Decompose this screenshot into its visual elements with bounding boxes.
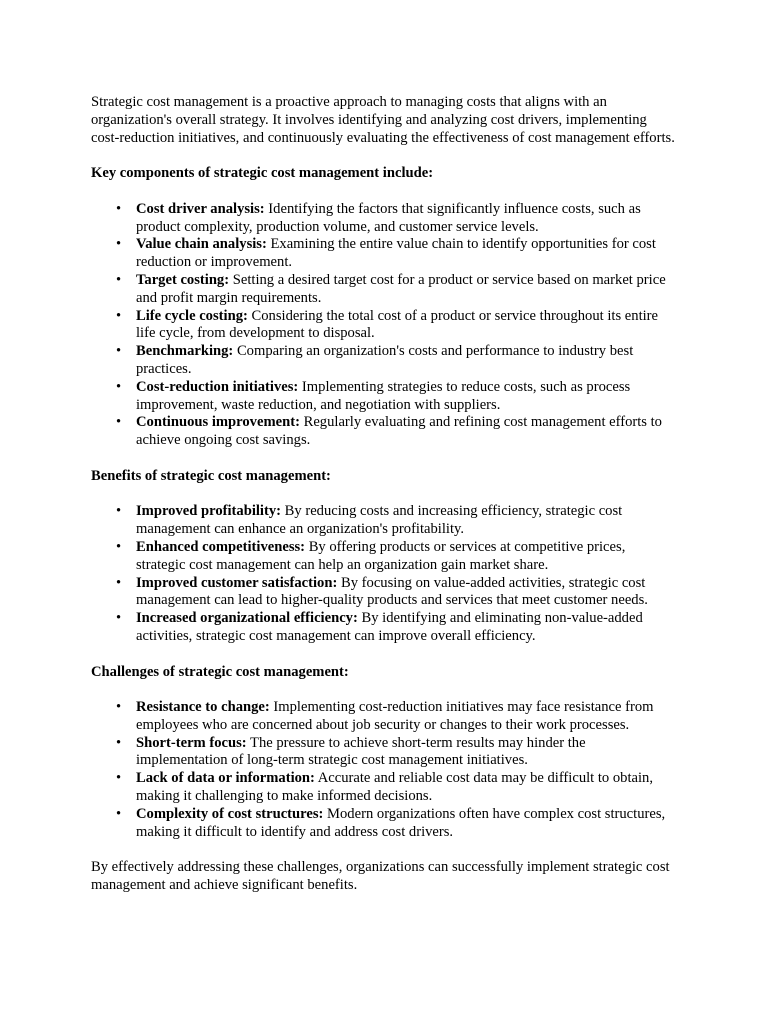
item-term: Improved customer satisfaction: bbox=[136, 574, 338, 591]
item-term: Resistance to change: bbox=[136, 699, 270, 716]
list-item bbox=[116, 307, 678, 344]
list-item bbox=[116, 414, 678, 450]
list-item bbox=[116, 538, 678, 575]
bullet-icon: • bbox=[116, 343, 122, 360]
item-text: Regularly evaluating and refining cost management efforts to achieve ongoing cost savings. bbox=[136, 414, 662, 449]
item-text: Examining the entire value chain to identify opportunities for cost reduction or improvement. bbox=[136, 236, 656, 271]
item-text: Identifying the factors that significantly influence costs, such as product complexity, production volume, and customer service levels. bbox=[136, 200, 641, 235]
item-term: Enhanced competitiveness: bbox=[136, 538, 306, 555]
bullet-icon: • bbox=[116, 699, 122, 716]
list-item bbox=[116, 271, 678, 308]
bullet-icon: • bbox=[116, 200, 122, 217]
item-term: Improved profitability: bbox=[136, 503, 281, 520]
item-term: Continuous improvement: bbox=[136, 414, 300, 431]
item-term: Short-term focus: bbox=[136, 734, 247, 751]
item-term: Life cycle costing: bbox=[136, 307, 248, 324]
bullet-icon: • bbox=[116, 770, 122, 787]
components-heading: Key components of strategic cost management include: bbox=[91, 165, 434, 182]
conclusion-paragraph: By effectively addressing these challenges, organizations can successfully implement strategic cost management and achieve significant benefits. bbox=[91, 859, 670, 894]
item-text: By reducing costs and increasing efficiency, strategic cost management can enhance an organization's profitability. bbox=[136, 503, 623, 538]
benefits-heading: Benefits of strategic cost management: bbox=[91, 467, 331, 484]
list-item bbox=[116, 610, 678, 646]
item-text: Setting a desired target cost for a product or service based on market price and profit margin requirements. bbox=[136, 271, 666, 306]
item-term: Increased organizational efficiency: bbox=[136, 610, 358, 627]
item-text: Accurate and reliable cost data may be difficult to obtain, making it challenging to make informed decisions. bbox=[136, 770, 654, 805]
list-item bbox=[116, 734, 678, 771]
item-text: Considering the total cost of a product or service throughout its entire life cycle, from development to disposal. bbox=[136, 307, 659, 342]
bullet-icon: • bbox=[116, 414, 122, 431]
bullet-icon: • bbox=[116, 236, 122, 253]
list-item bbox=[116, 699, 678, 735]
item-text: By offering products or services at competitive prices, strategic cost management can help an organization gain market share. bbox=[136, 538, 626, 573]
list-item bbox=[116, 805, 678, 842]
challenges-heading: Challenges of strategic cost management: bbox=[91, 663, 349, 680]
bullet-icon: • bbox=[116, 574, 122, 591]
bullet-icon: • bbox=[116, 734, 122, 751]
item-text: By focusing on value-added activities, strategic cost management can lead to higher-quality products and services that meet customer needs. bbox=[136, 574, 648, 609]
bullet-icon: • bbox=[116, 271, 122, 288]
list-item bbox=[116, 770, 678, 806]
item-term: Benchmarking: bbox=[136, 343, 234, 360]
item-term: Target costing: bbox=[136, 271, 230, 288]
bullet-icon: • bbox=[116, 378, 122, 395]
item-term: Lack of data or information: bbox=[136, 770, 315, 787]
list-item bbox=[116, 503, 678, 539]
bullet-icon: • bbox=[116, 307, 122, 324]
item-term: Cost driver analysis: bbox=[136, 200, 265, 217]
item-term: Value chain analysis: bbox=[136, 236, 267, 253]
list-item bbox=[116, 378, 678, 415]
list-item bbox=[116, 574, 678, 611]
item-text: The pressure to achieve short-term results may hinder the implementation of long-term strategic cost management initiatives. bbox=[136, 734, 586, 769]
list-item bbox=[116, 343, 678, 379]
intro-paragraph: Strategic cost management is a proactive approach to managing costs that aligns with an organization's overall strategy. It involves identifying and analyzing cost drivers, implementing cost-reduction initiatives, and continuously evaluating the effectiveness of cost management efforts. bbox=[91, 94, 675, 146]
item-term: Cost-reduction initiatives: bbox=[136, 378, 299, 395]
bullet-icon: • bbox=[116, 610, 122, 627]
bullet-icon: • bbox=[116, 503, 122, 520]
item-text: Comparing an organization's costs and performance to industry best practices. bbox=[136, 343, 634, 377]
item-text: Modern organizations often have complex cost structures, making it difficult to identify and address cost drivers. bbox=[136, 805, 666, 840]
benefits-list bbox=[91, 503, 678, 645]
item-text: By identifying and eliminating non-value-added activities, strategic cost management can improve overall efficiency. bbox=[136, 610, 643, 644]
bullet-icon: • bbox=[116, 805, 122, 822]
components-list bbox=[91, 201, 678, 450]
item-text: Implementing cost-reduction initiatives may face resistance from employees who are concerned about job security or changes to their work processes. bbox=[136, 699, 654, 733]
item-text: Implementing strategies to reduce costs, such as process improvement, waste reduction, and negotiation with suppliers. bbox=[136, 378, 631, 413]
challenges-list bbox=[91, 699, 678, 841]
item-term: Complexity of cost structures: bbox=[136, 805, 324, 822]
list-item bbox=[116, 236, 678, 272]
list-item bbox=[116, 200, 678, 237]
bullet-icon: • bbox=[116, 538, 122, 555]
